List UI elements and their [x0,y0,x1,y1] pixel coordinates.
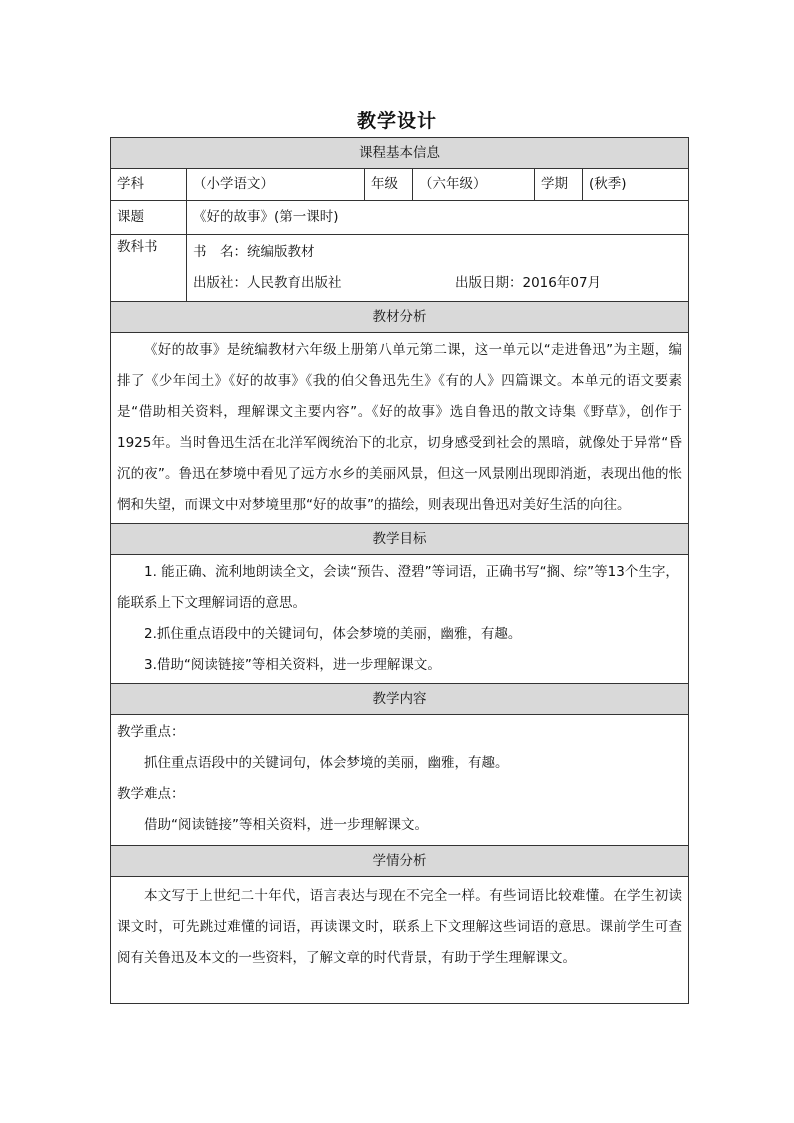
textbook-label: 教科书 [111,235,187,302]
term-label: 学期 [535,169,583,201]
section-header-student-analysis [111,846,689,877]
lesson-plan-table [110,137,689,1004]
publish-date: 出版日期：2016年07月 [455,275,602,291]
student-analysis-text: 本文写于上世纪二十年代，语言表达与现在不完全一样。有些词语比较难懂。在学生初读课文时，可先跳过难懂的词语，再读课文时，联系上下文理解这些词语的意思。课前学生可查阅有关鲁迅及本文的一些资料，了解文章的时代背景，有助于学生理解课文。 [117,888,683,966]
grade-label: 年级 [365,169,413,201]
key-point-text: 抓住重点语段中的关键词句，体会梦境的美丽，幽雅，有趣。 [144,755,509,771]
teaching-content-row [111,715,689,846]
difficulty-text: 借助“阅读链接”等相关资料，进一步理解课文。 [144,817,428,833]
student-analysis-cell [111,877,689,1004]
lesson-label: 课题 [111,201,187,235]
teaching-goals-row [111,555,689,684]
student-analysis-row [111,877,689,1004]
grade-value: （六年级） [413,169,535,201]
difficulty-label: 教学难点： [117,786,185,802]
textbook-analysis-cell [111,333,689,524]
teaching-goals-cell [111,555,689,684]
goal-item: 2.抓住重点语段中的关键词句，体会梦境的美丽，幽雅，有趣。 [144,626,522,642]
section-title: 课程基本信息 [111,138,689,169]
subject-value: （小学语文） [187,169,365,201]
info-row-lesson [111,201,689,235]
document-title: 教学设计 [356,110,437,132]
textbook-details [187,235,689,302]
section-title: 学情分析 [111,846,689,877]
section-header-basic-info [111,138,689,169]
key-point-label: 教学重点： [117,724,185,740]
publisher: 出版社：人民教育出版社 [193,275,342,291]
section-title: 教学内容 [111,684,689,715]
textbook-analysis-row [111,333,689,524]
subject-label: 学科 [111,169,187,201]
goal-item: 3.借助“阅读链接”等相关资料，进一步理解课文。 [144,657,441,673]
section-header-teaching-content [111,684,689,715]
section-title: 教材分析 [111,302,689,333]
goal-item: 1. 能正确、流利地朗读全文，会读“预告、澄碧”等词语，正确书写“搁、综”等13个生字，能联系上下文理解词语的意思。 [117,564,679,611]
section-header-textbook-analysis [111,302,689,333]
section-title: 教学目标 [111,524,689,555]
lesson-value: 《好的故事》(第一课时) [187,201,689,235]
section-header-teaching-goals [111,524,689,555]
info-row-subject [111,169,689,201]
info-row-textbook [111,235,689,302]
term-value: (秋季) [583,169,689,201]
teaching-content-cell [111,715,689,846]
textbook-analysis-text: 《好的故事》是统编教材六年级上册第八单元第二课，这一单元以“走进鲁迅”为主题，编排了《少年闰土》《好的故事》《我的伯父鲁迅先生》《有的人》四篇课文。本单元的语文要素是“借助相关资料，理解课文主要内容”。《好的故事》选自鲁迅的散文诗集《野草》，创作于1925年。当时鲁迅生活在北洋军阀统治下的北京，切身感受到社会的黑暗，就像处于异常“昏沉的夜”。鲁迅在梦境中看见了远方水乡的美丽风景，但这一风景刚出现即消逝，表现出他的怅惘和失望，而课文中对梦境里那“好的故事”的描绘，则表现出鲁迅对美好生活的向往。 [117,342,683,513]
publisher-line [193,268,682,299]
book-name: 书 名：统编版教材 [193,244,315,260]
